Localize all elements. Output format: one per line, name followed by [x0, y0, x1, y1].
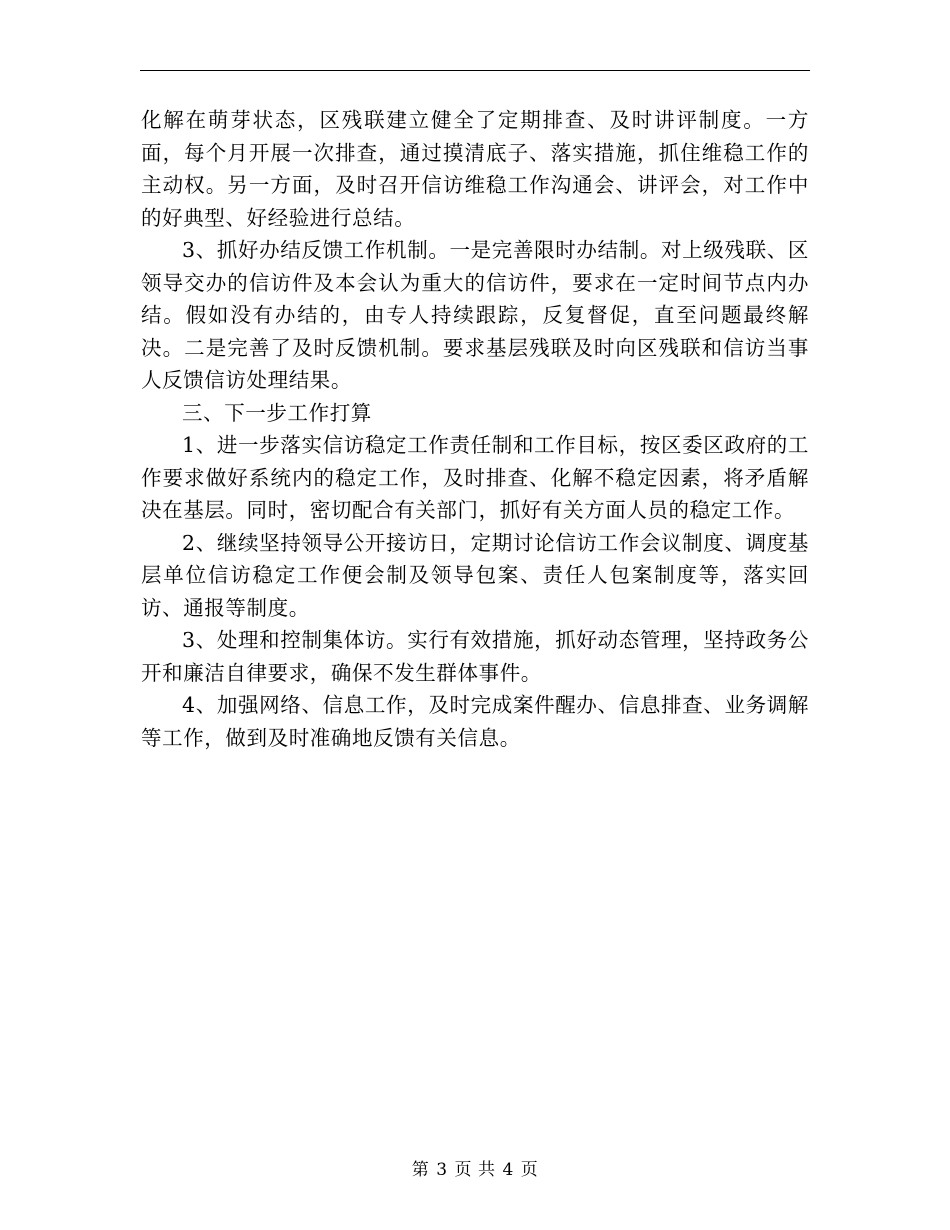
footer-middle: 页 共	[454, 1160, 496, 1180]
page-number-footer	[0, 1155, 950, 1180]
header-rule	[140, 70, 810, 71]
footer-prefix: 第	[411, 1160, 430, 1180]
paragraph-1: 化解在萌芽状态，区残联建立健全了定期排查、及时讲评制度。一方面，每个月开展一次排查，通过摸清底子、落实措施，抓住维稳工作的主动权。另一方面，及时召开信访维稳工作沟通会、讲评会，对工作中的好典型、好经验进行总结。	[141, 108, 809, 230]
paragraph-2: 3、抓好办结反馈工作机制。一是完善限时办结制。对上级残联、区领导交办的信访件及本会认为重大的信访件，要求在一定时间节点内办结。假如没有办结的，由专人持续跟踪，反复督促，直至问题最终解决。二是完善了及时反馈机制。要求基层残联及时向区残联和信访当事人反馈信访处理结果。	[141, 238, 809, 392]
footer-total-pages: 4	[502, 1160, 514, 1180]
paragraph-5: 2、继续坚持领导公开接访日，定期讨论信访工作会议制度、调度基层单位信访稳定工作便会制及领导包案、责任人包案制度等，落实回访、通报等制度。	[141, 530, 809, 620]
footer-suffix: 页	[520, 1160, 539, 1180]
paragraph-4: 1、进一步落实信访稳定工作责任制和工作目标，按区委区政府的工作要求做好系统内的稳定工作，及时排查、化解不稳定因素，将矛盾解决在基层。同时，密切配合有关部门，抓好有关方面人员的稳定工作。	[141, 433, 809, 522]
paragraph-7: 4、加强网络、信息工作，及时完成案件醒办、信息排查、业务调解等工作，做到及时准确地反馈有关信息。	[141, 693, 809, 750]
footer-current-page: 3	[436, 1160, 448, 1180]
document-body	[141, 104, 809, 754]
paragraph-6: 3、处理和控制集体访。实行有效措施，抓好动态管理，坚持政务公开和廉洁自律要求，确保不发生群体事件。	[141, 628, 809, 685]
section-heading: 三、下一步工作打算	[182, 400, 372, 425]
